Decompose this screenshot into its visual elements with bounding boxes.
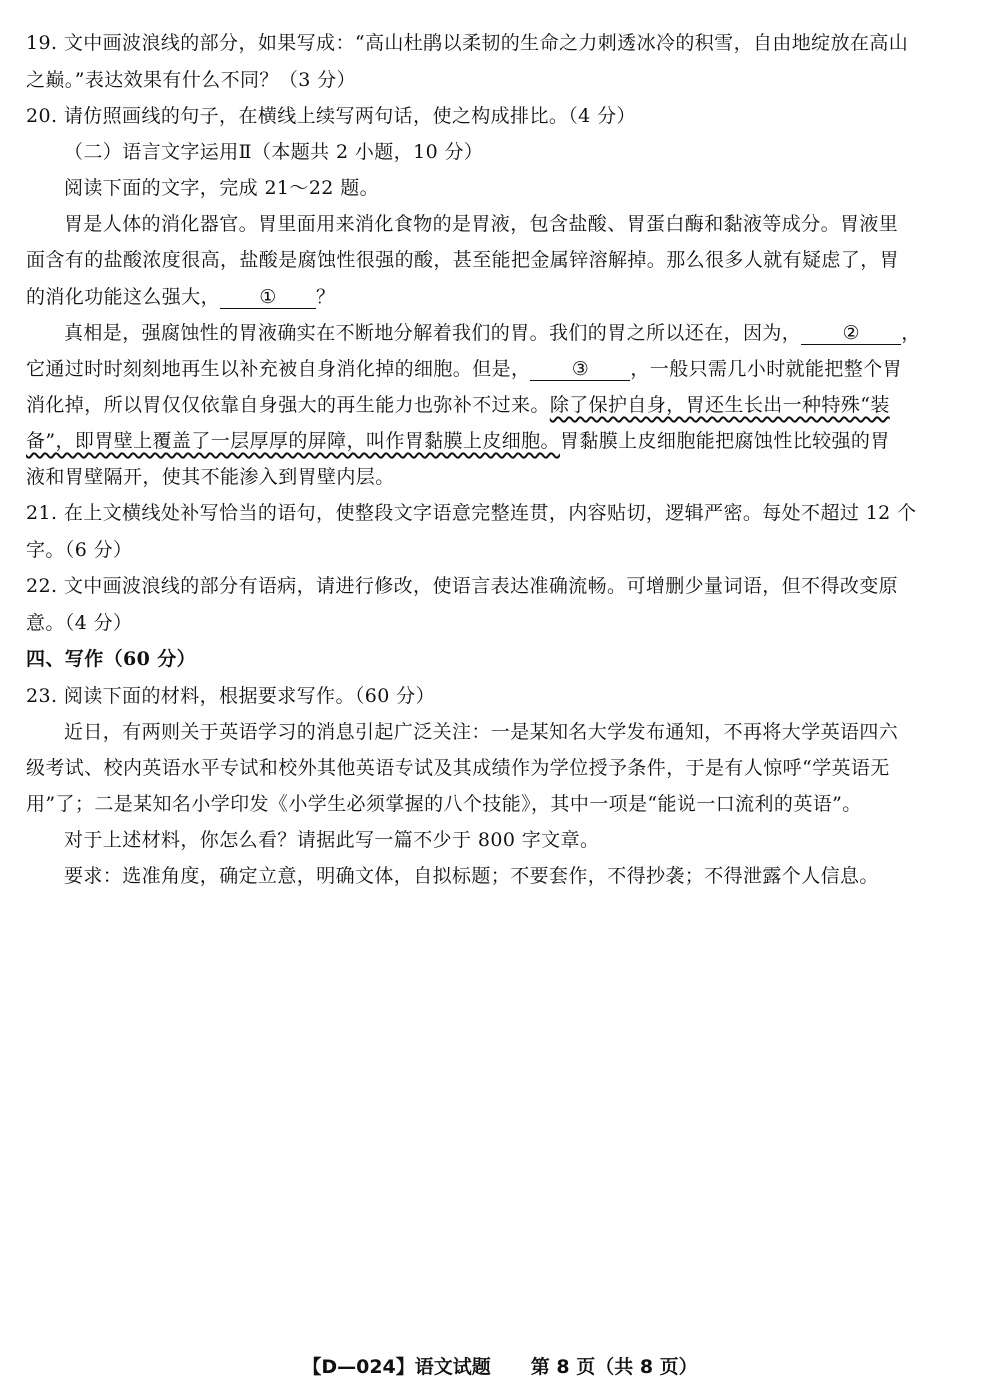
passage-p2-line1-b: ， <box>901 322 921 344</box>
passage-p2-line1 <box>64 320 921 346</box>
passage-p2-line3-a: 消化掉，所以胃仅仅依靠自身强大的再生能力也弥补不过来。 <box>26 394 550 416</box>
section4-title: 四、写作（60 分） <box>26 648 197 670</box>
q22-line1: 22. 文中画波浪线的部分有语病，请进行修改，使语言表达准确流畅。可增删少量词语，但不得改变原 <box>26 575 899 597</box>
passage-p2-line4-b: 胃黏膜上皮细胞能把腐蚀性比较强的胃 <box>559 430 890 452</box>
section2-instruction: 阅读下面的文字，完成 21～22 题。 <box>64 177 380 199</box>
q19-line2: 之巅。”表达效果有什么不同？（3 分） <box>26 69 356 91</box>
passage-p2-line2 <box>26 356 902 382</box>
q19-line1: 19. 文中画波浪线的部分，如果写成：“高山杜鹃以柔韧的生命之力刺透冰冷的积雪，自由地绽放在高山 <box>26 32 909 54</box>
footer-exam-code: 【D—024】语文试题 <box>302 1356 491 1378</box>
passage-p1-line3 <box>26 284 335 310</box>
passage-p2-line2-a: 它通过时时刻刻地再生以补充被自身消化掉的细胞。但是， <box>26 358 531 380</box>
page-footer <box>0 1354 1000 1380</box>
passage-p1-line2: 面含有的盐酸浓度很高，盐酸是腐蚀性很强的酸，甚至能把金属锌溶解掉。那么很多人就有疑虑了，胃 <box>26 249 900 271</box>
blank-2: ② <box>801 322 901 345</box>
blank-3: ③ <box>530 358 630 381</box>
q21-line2: 字。（6 分） <box>26 539 133 561</box>
q23-requirements: 要求：选准角度，确定立意，明确文体，自拟标题；不要套作，不得抄袭；不得泄露个人信息。 <box>64 865 879 887</box>
passage-p2-line4 <box>26 428 890 454</box>
q23-material-line1: 近日，有两则关于英语学习的消息引起广泛关注：一是某知名大学发布通知，不再将大学英语四六 <box>64 721 899 743</box>
passage-p2-line2-b: ，一般只需几小时就能把整个胃 <box>630 358 903 380</box>
passage-p1-line1: 胃是人体的消化器官。胃里面用来消化食物的是胃液，包含盐酸、胃蛋白酶和黏液等成分。胃液里 <box>64 213 899 235</box>
wavy-underline-text-1: 除了保护自身，胃还生长出一种特殊“装 <box>549 394 890 416</box>
q23-material-line2: 级考试、校内英语水平专试和校外其他英语专试及其成绩作为学位授予条件，于是有人惊呼“学英语无 <box>26 757 890 779</box>
q20-line1: 20. 请仿照画线的句子，在横线上续写两句话，使之构成排比。（4 分） <box>26 105 636 127</box>
blank-1: ① <box>220 286 316 309</box>
passage-p1-line3-b: ？ <box>316 286 336 308</box>
q21-line1: 21. 在上文横线处补写恰当的语句，使整段文字语意完整连贯，内容贴切，逻辑严密。每处不超过 12 个 <box>26 502 917 524</box>
q23-prompt: 对于上述材料，你怎么看？请据此写一篇不少于 800 字文章。 <box>64 829 600 851</box>
section2-title: （二）语言文字运用Ⅱ（本题共 2 小题，10 分） <box>64 141 484 163</box>
passage-p2-line3 <box>26 392 890 418</box>
q23-material-line3: 用”了；二是某知名小学印发《小学生必须掌握的八个技能》，其中一项是“能说一口流利的英语”。 <box>26 793 862 815</box>
footer-page-number: 第 8 页（共 8 页） <box>530 1356 698 1378</box>
q23-line1: 23. 阅读下面的材料，根据要求写作。（60 分） <box>26 685 435 707</box>
wavy-underline-text-2: 备”，即胃壁上覆盖了一层厚厚的屏障，叫作胃黏膜上皮细胞。 <box>26 430 560 452</box>
passage-p2-line1-a: 真相是，强腐蚀性的胃液确实在不断地分解着我们的胃。我们的胃之所以还在，因为， <box>64 322 802 344</box>
passage-p2-line5: 液和胃壁隔开，使其不能渗入到胃壁内层。 <box>26 466 395 488</box>
q22-line2: 意。（4 分） <box>26 612 133 634</box>
passage-p1-line3-a: 的消化功能这么强大， <box>26 286 221 308</box>
